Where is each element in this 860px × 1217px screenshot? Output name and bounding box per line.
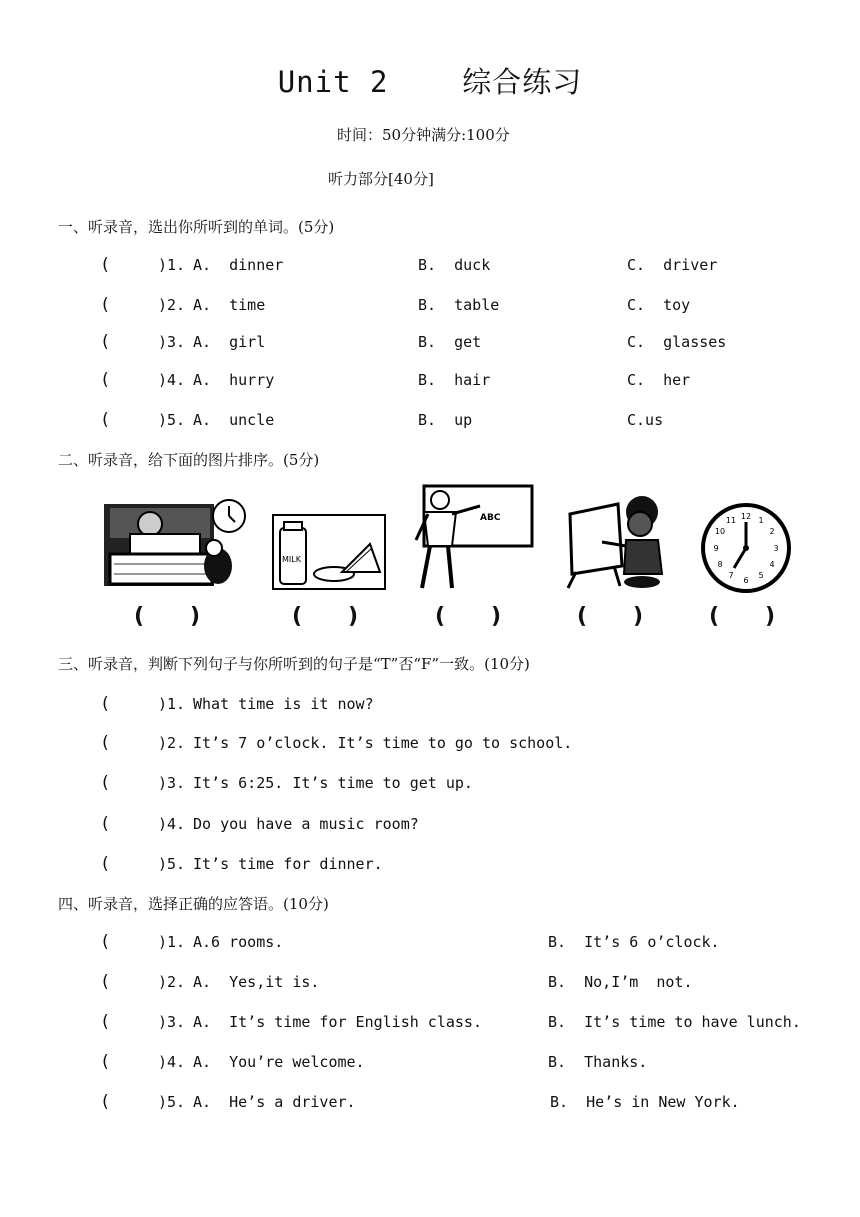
answer-blank[interactable]: ( — [100, 295, 111, 315]
order-blank[interactable]: ( ) — [435, 604, 502, 629]
option-a: A. Yes,it is. — [193, 973, 320, 991]
answer-blank[interactable]: ( — [100, 694, 111, 714]
item-number: )2. — [158, 973, 186, 991]
item-number: )5. — [158, 855, 186, 873]
order-blank[interactable]: ( ) — [709, 604, 776, 629]
item-number: )3. — [158, 333, 186, 351]
section3-heading: 三、听录音，判断下列句子与你所听到的句子是“T”否“F”一致。(10分) — [58, 655, 530, 673]
item-number: )3. — [158, 1013, 186, 1031]
clock-number: 3 — [773, 544, 779, 553]
option-c: C.us — [627, 411, 664, 429]
option-a: A. You’re welcome. — [193, 1053, 365, 1071]
order-blank[interactable]: ( ) — [577, 604, 644, 629]
option-a: A. uncle — [193, 411, 275, 429]
clock-number: 1 — [758, 516, 764, 525]
clock-seven-icon — [700, 502, 792, 594]
clock-number: 9 — [713, 544, 719, 553]
option-b: B. get — [418, 333, 482, 351]
listening-part-label: 听力部分[40分] — [328, 170, 434, 188]
boy-painting-icon — [562, 494, 672, 590]
item-number: )1. — [158, 695, 186, 713]
clock-number: 2 — [769, 527, 775, 536]
answer-blank[interactable]: ( — [100, 255, 111, 275]
option-a: A. It’s time for English class. — [193, 1013, 482, 1031]
item-number: )2. — [158, 296, 186, 314]
clock-number: 12 — [740, 512, 752, 521]
answer-blank[interactable]: ( — [100, 410, 111, 430]
clock-number: 11 — [725, 516, 737, 525]
teacher-blackboard-icon — [408, 484, 534, 590]
clock-number: 5 — [758, 571, 764, 580]
clock-number: 4 — [769, 560, 775, 569]
option-c: C. her — [627, 371, 691, 389]
item-number: )4. — [158, 371, 186, 389]
milk-label: MILK — [282, 555, 301, 564]
item-number: )5. — [158, 411, 186, 429]
answer-blank[interactable]: ( — [100, 1012, 111, 1032]
answer-blank[interactable]: ( — [100, 814, 111, 834]
order-blank[interactable]: ( ) — [292, 604, 359, 629]
option-b: B. Thanks. — [548, 1053, 648, 1071]
item-number: )4. — [158, 815, 186, 833]
clock-number: 6 — [743, 576, 749, 585]
option-b: B. table — [418, 296, 500, 314]
sentence: Do you have a music room? — [193, 815, 419, 833]
answer-blank[interactable]: ( — [100, 854, 111, 874]
order-blank[interactable]: ( ) — [134, 604, 201, 629]
answer-blank[interactable]: ( — [100, 773, 111, 793]
answer-blank[interactable]: ( — [100, 332, 111, 352]
item-number: )1. — [158, 256, 186, 274]
option-a: A.6 rooms. — [193, 933, 284, 951]
option-b: B. He’s in New York. — [550, 1093, 740, 1111]
sentence: It’s 6:25. It’s time to get up. — [193, 774, 473, 792]
option-c: C. toy — [627, 296, 691, 314]
option-b: B. No,I’m not. — [548, 973, 693, 991]
option-c: C. glasses — [627, 333, 727, 351]
item-number: )3. — [158, 774, 186, 792]
sentence: It’s time for dinner. — [193, 855, 383, 873]
option-a: A. He’s a driver. — [193, 1093, 356, 1111]
option-c: C. driver — [627, 256, 718, 274]
clock-number: 10 — [714, 527, 726, 536]
option-b: B. It’s 6 o’clock. — [548, 933, 720, 951]
item-number: )1. — [158, 933, 186, 951]
answer-blank[interactable]: ( — [100, 932, 111, 952]
item-number: )4. — [158, 1053, 186, 1071]
item-number: )2. — [158, 734, 186, 752]
answer-blank[interactable]: ( — [100, 1092, 111, 1112]
section2-heading: 二、听录音，给下面的图片排序。(5分) — [58, 451, 320, 469]
breakfast-milk-icon — [272, 514, 386, 590]
answer-blank[interactable]: ( — [100, 733, 111, 753]
item-number: )5. — [158, 1093, 186, 1111]
answer-blank[interactable]: ( — [100, 370, 111, 390]
option-b: B. duck — [418, 256, 491, 274]
answer-blank[interactable]: ( — [100, 972, 111, 992]
bed-waking-icon — [100, 494, 248, 590]
option-b: B. up — [418, 411, 473, 429]
section4-heading: 四、听录音，选择正确的应答语。(10分) — [58, 895, 329, 913]
answer-blank[interactable]: ( — [100, 1052, 111, 1072]
option-a: A. girl — [193, 333, 266, 351]
section1-heading: 一、听录音，选出你所听到的单词。(5分) — [58, 218, 335, 236]
option-a: A. dinner — [193, 256, 284, 274]
board-text: ABC — [480, 513, 501, 523]
sentence: It’s 7 o’clock. It’s time to go to school. — [193, 734, 573, 752]
option-a: A. time — [193, 296, 266, 314]
time-info: 时间：50分钟满分:100分 — [337, 126, 510, 144]
option-b: B. It’s time to have lunch. — [548, 1013, 801, 1031]
page-title: Unit 2 综合练习 — [277, 65, 583, 99]
option-a: A. hurry — [193, 371, 275, 389]
sentence: What time is it now? — [193, 695, 374, 713]
clock-number: 7 — [728, 571, 734, 580]
option-b: B. hair — [418, 371, 491, 389]
clock-number: 8 — [717, 560, 723, 569]
